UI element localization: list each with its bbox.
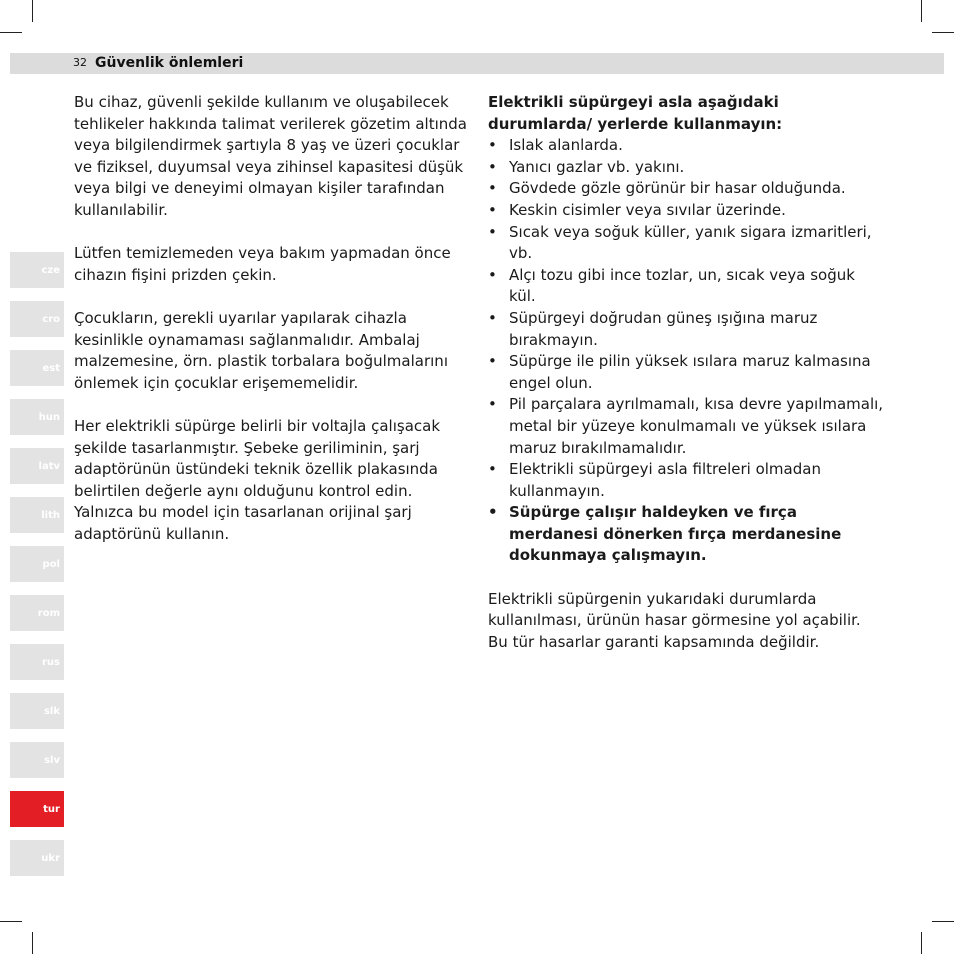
crop-mark — [921, 0, 922, 22]
lang-tab-slk[interactable] — [10, 693, 64, 729]
paragraph-supervision: Bu cihaz, güvenli şekilde kullanım ve oluşabilecek tehlikeler hakkında talimat verilerek gözetim altında veya bilgilendirmek şartıyla 8 yaş ve üzeri çocuklar ve fiziksel, duyumsal veya zihinsel kapasitesi düşük veya bilgi ve deneyimi olmayan kişiler tarafından kullanılabilir. — [74, 93, 467, 219]
lang-tab-ukr[interactable] — [10, 840, 64, 876]
lang-tab-est[interactable] — [10, 350, 64, 386]
list-item-bold: • Süpürge çalışır haldeyken ve fırça merdanesi dönerken fırça merdanesine dokunmaya çalışmayın. — [488, 502, 884, 567]
lang-tab-label: pol — [42, 558, 60, 570]
paragraph-voltage: Her elektrikli süpürge belirli bir voltajla çalışacak şekilde tasarlanmıştır. Şebeke geriliminin, şarj adaptörünün üstündeki teknik özellik plakasında belirtilen değerle aynı olduğunu kontrol edin. Yalnızca bu model için tasarlanan orijinal şarj adaptörünü kullanın. — [74, 416, 441, 543]
crop-mark — [932, 921, 954, 922]
list-item: • Gövdede gözle görünür bir hasar olduğunda. — [488, 178, 884, 200]
list-item: • Keskin cisimler veya sıvılar üzerinde. — [488, 200, 884, 222]
page-title: Güvenlik önlemleri — [95, 55, 244, 71]
lang-tab-label: latv — [38, 460, 60, 472]
lang-tab-hun[interactable] — [10, 399, 64, 435]
lang-tab-label: rom — [37, 607, 60, 619]
crop-mark — [0, 32, 22, 33]
crop-mark — [32, 0, 33, 22]
right-column — [488, 92, 884, 653]
page-number: 32 — [73, 56, 87, 69]
warranty-note: Elektrikli süpürgenin yukarıdaki durumlarda kullanılması, ürünün hasar görmesine yol açabilir. Bu tür hasarlar garanti kapsamında değildir. — [488, 589, 861, 651]
list-item: • Pil parçalara ayrılmamalı, kısa devre yapılmamalı, metal bir yüzeye konulmamalı ve yüksek ısılara maruz bırakılmamalıdır. — [488, 394, 884, 459]
paragraph-unplug: Lütfen temizlemeden veya bakım yapmadan önce cihazın fişini prizden çekin. — [74, 244, 451, 284]
list-item: • Süpürgeyi doğrudan güneş ışığına maruz bırakmayın. — [488, 308, 884, 351]
lang-tab-label: hun — [38, 411, 60, 423]
list-item: • Yanıcı gazlar vb. yakını. — [488, 157, 884, 179]
lang-tab-pol[interactable] — [10, 546, 64, 582]
list-item: • Islak alanlarda. — [488, 135, 884, 157]
lang-tab-tur[interactable] — [10, 791, 64, 827]
crop-mark — [32, 932, 33, 954]
lang-tab-cro[interactable] — [10, 301, 64, 337]
list-item: • Sıcak veya soğuk küller, yanık sigara izmaritleri, vb. — [488, 222, 884, 265]
warning-heading: Elektrikli süpürgeyi asla aşağıdaki durumlarda/ yerlerde kullanmayın: — [488, 93, 783, 133]
crop-mark — [921, 932, 922, 954]
lang-tab-label: rus — [41, 656, 60, 668]
lang-tab-label: ukr — [41, 852, 60, 864]
lang-tab-slv[interactable] — [10, 742, 64, 778]
paragraph-children: Çocukların, gerekli uyarılar yapılarak cihazla kesinlikle oynamaması sağlanmalıdır. Ambalaj malzemesine, örn. plastik torbalara boğulmalarını önlemek için çocuklar erişememelidir. — [74, 308, 448, 392]
left-column — [74, 92, 470, 567]
lang-tab-lith[interactable] — [10, 497, 64, 533]
crop-mark — [932, 32, 954, 33]
list-item: • Elektrikli süpürgeyi asla filtreleri olmadan kullanmayın. — [488, 459, 884, 502]
warning-list — [488, 135, 884, 567]
lang-tab-label: lith — [41, 509, 60, 521]
lang-tab-rom[interactable] — [10, 595, 64, 631]
lang-tab-label: cro — [42, 313, 60, 325]
lang-tab-latv[interactable] — [10, 448, 64, 484]
lang-tab-label: tur — [43, 803, 60, 815]
lang-tab-rus[interactable] — [10, 644, 64, 680]
crop-mark — [0, 921, 22, 922]
list-item: • Süpürge ile pilin yüksek ısılara maruz kalmasına engel olun. — [488, 351, 884, 394]
list-item: • Alçı tozu gibi ince tozlar, un, sıcak veya soğuk kül. — [488, 265, 884, 308]
lang-tab-label: slk — [43, 705, 60, 717]
lang-tab-cze[interactable] — [10, 252, 64, 288]
lang-tab-label: est — [42, 362, 60, 374]
lang-tab-label: slv — [44, 754, 60, 766]
lang-tab-label: cze — [41, 264, 60, 276]
